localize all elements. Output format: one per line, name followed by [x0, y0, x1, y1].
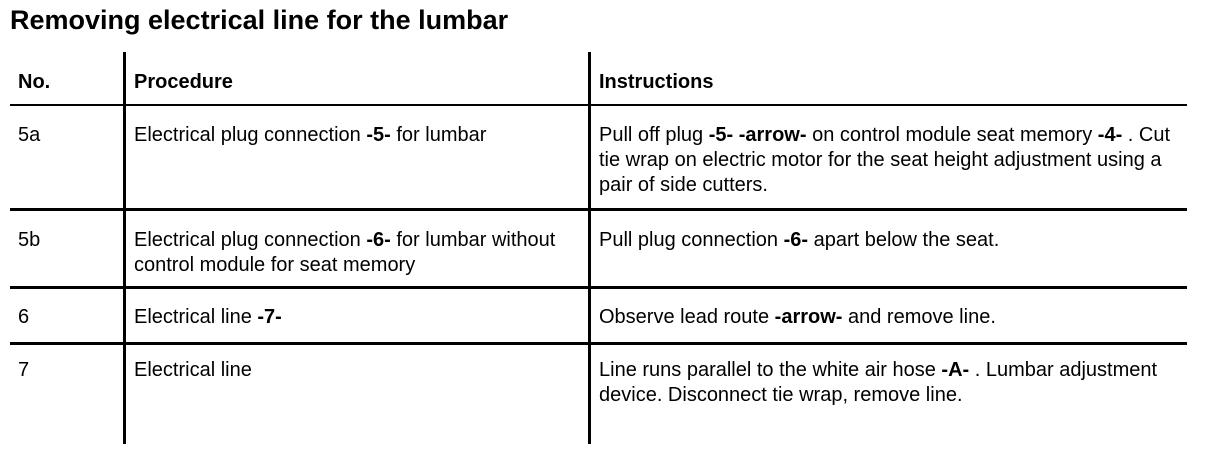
- row-procedure: [134, 358, 574, 383]
- row-divider-2: [10, 286, 1187, 289]
- column-divider-1: [123, 52, 126, 444]
- row-instructions: [599, 358, 1159, 408]
- row-number: 5b: [18, 229, 41, 251]
- page-title: Removing electrical line for the lumbar: [10, 5, 509, 35]
- bold-reference: -4-: [1097, 124, 1123, 146]
- text-segment: . Cut tie wrap on electric motor for the seat height adjustment using a pair of side cutters.: [599, 124, 1171, 196]
- row-procedure: [134, 123, 574, 148]
- row-instructions: [599, 123, 1184, 198]
- text-segment: Pull plug connection: [599, 229, 784, 251]
- header-no: No.: [18, 71, 51, 93]
- bold-reference: -6-: [366, 229, 391, 251]
- row-number: 6: [18, 306, 30, 328]
- row-number: 5a: [18, 124, 41, 146]
- bold-reference: -7-: [257, 306, 282, 328]
- header-instructions: Instructions: [599, 71, 714, 93]
- text-segment: Electrical plug connection: [134, 124, 367, 146]
- text-segment: Electrical line: [134, 306, 258, 328]
- text-segment: on control module seat memory: [806, 124, 1098, 146]
- text-segment: and remove line.: [842, 306, 996, 328]
- bold-reference: -5-: [366, 124, 391, 146]
- row-instructions: [599, 305, 1184, 330]
- header-procedure: Procedure: [134, 71, 233, 93]
- text-segment: Observe lead route: [599, 306, 775, 328]
- row-procedure: [134, 228, 564, 278]
- text-segment: for lumbar: [390, 124, 487, 146]
- text-segment: . Lumbar adjustment device. Disconnect tie wrap, remove line.: [599, 359, 1158, 406]
- row-instructions: [599, 228, 1184, 253]
- text-segment: Line runs parallel to the white air hose: [599, 359, 942, 381]
- bold-reference: -arrow-: [774, 306, 843, 328]
- row-divider-3: [10, 342, 1187, 345]
- text-segment: apart below the seat.: [808, 229, 1000, 251]
- bold-reference: -arrow-: [738, 124, 807, 146]
- row-procedure: [134, 305, 574, 330]
- text-segment: Electrical plug connection: [134, 229, 367, 251]
- column-divider-2: [588, 52, 591, 444]
- header-rule: [10, 104, 1187, 106]
- text-segment: Pull off plug: [599, 124, 709, 146]
- bold-reference: -A-: [941, 359, 970, 381]
- row-divider-1: [10, 208, 1187, 211]
- row-number: 7: [18, 359, 30, 381]
- text-segment: Electrical line: [134, 359, 252, 381]
- text-segment: for lumbar without control module for seat memory: [134, 229, 556, 276]
- bold-reference: -5-: [708, 124, 734, 146]
- bold-reference: -6-: [783, 229, 809, 251]
